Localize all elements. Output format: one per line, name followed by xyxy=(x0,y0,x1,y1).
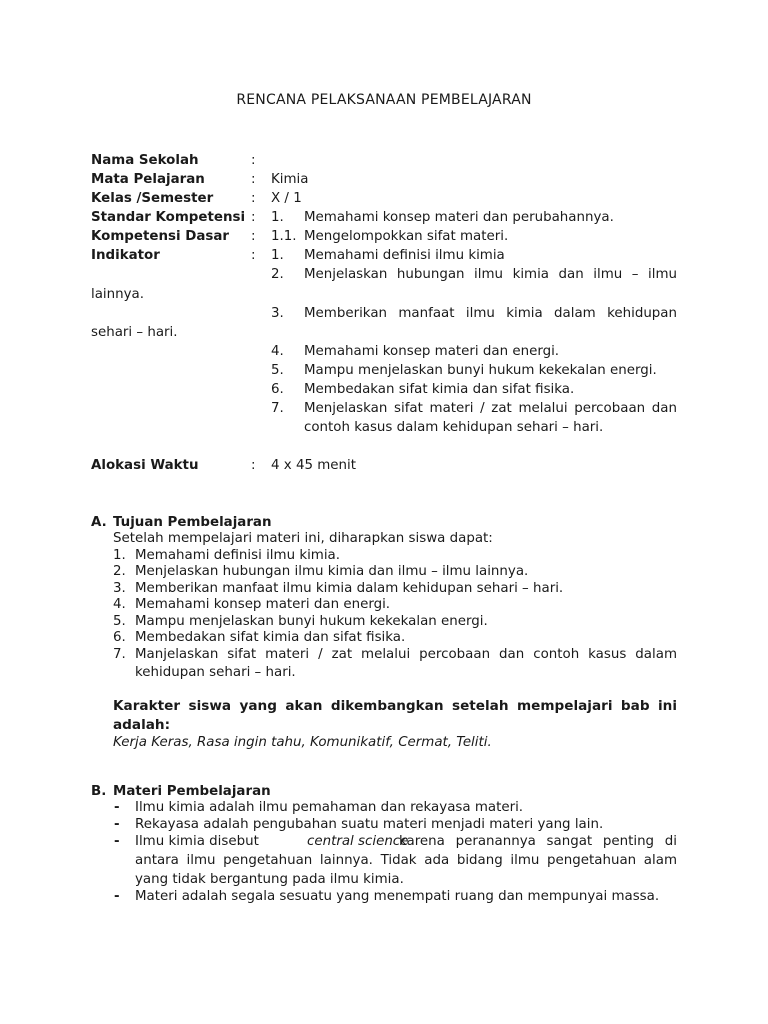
karakter-heading: Karakter siswa yang akan dikembangkan setelah mempelajari bab ini xyxy=(113,698,677,714)
indikator-num: 7. xyxy=(271,401,284,416)
list-item: Memahami konsep materi dan energi. xyxy=(135,597,391,612)
label-standar-kompetensi: Standar Kompetensi xyxy=(91,210,246,225)
materi-item: Rekayasa adalah pengubahan suatu materi menjadi materi yang lain. xyxy=(135,817,604,832)
materi-item-continuation: antara ilmu pengetahuan lainnya. Tidak ada bidang ilmu pengetahuan alam xyxy=(135,853,677,868)
colon: : xyxy=(251,191,256,206)
materi-item-part: Ilmu kimia disebut xyxy=(135,834,259,849)
indikator-item-continuation: contoh kasus dalam kehidupan sehari – hari. xyxy=(304,420,604,435)
section-intro: Setelah mempelajari materi ini, diharapkan siswa dapat: xyxy=(113,531,493,546)
list-item: Memberikan manfaat ilmu kimia dalam kehidupan sehari – hari. xyxy=(135,581,564,596)
section-heading: Tujuan Pembelajaran xyxy=(113,515,272,530)
list-num: 6. xyxy=(113,630,126,645)
indikator-item: Menjelaskan hubungan ilmu kimia dan ilmu – ilmu xyxy=(304,267,677,282)
indikator-item: Memahami definisi ilmu kimia xyxy=(304,248,505,263)
indikator-item: Memberikan manfaat ilmu kimia dalam kehidupan xyxy=(304,306,677,321)
value-kelas-semester: X / 1 xyxy=(271,191,302,206)
page-title: RENCANA PELAKSANAAN PEMBELAJARAN xyxy=(236,92,532,108)
colon: : xyxy=(251,248,256,263)
list-item: Membedakan sifat kimia dan sifat fisika. xyxy=(135,630,406,645)
label-alokasi-waktu: Alokasi Waktu xyxy=(91,458,199,473)
indikator-item: Menjelaskan sifat materi / zat melalui percobaan dan xyxy=(304,401,677,416)
bullet: - xyxy=(114,834,120,849)
materi-item-part: karena peranannya sangat penting di xyxy=(399,834,677,849)
colon: : xyxy=(251,172,256,187)
indikator-num: 5. xyxy=(271,363,284,378)
materi-item-term: central science xyxy=(307,834,409,849)
indikator-num: 4. xyxy=(271,344,284,359)
colon: : xyxy=(251,210,256,225)
materi-item: Materi adalah segala sesuatu yang menempati ruang dan mempunyai massa. xyxy=(135,889,660,904)
label-mata-pelajaran: Mata Pelajaran xyxy=(91,172,205,187)
section-letter: B. xyxy=(91,784,107,799)
list-num: 2. xyxy=(113,564,126,579)
bullet: - xyxy=(114,800,120,815)
colon: : xyxy=(251,153,256,168)
label-kompetensi-dasar: Kompetensi Dasar xyxy=(91,229,229,244)
karakter-heading-continuation: adalah: xyxy=(113,717,171,733)
kd-number: 1.1. xyxy=(271,229,297,244)
colon: : xyxy=(251,458,256,473)
list-item: Menjelaskan hubungan ilmu kimia dan ilmu – ilmu lainnya. xyxy=(135,564,529,579)
colon: : xyxy=(251,229,256,244)
label-indikator: Indikator xyxy=(91,248,160,263)
indikator-item: Mampu menjelaskan bunyi hukum kekekalan energi. xyxy=(304,363,657,378)
indikator-item-continuation: lainnya. xyxy=(91,287,145,302)
list-item: Mampu menjelaskan bunyi hukum kekekalan energi. xyxy=(135,614,488,629)
value-mata-pelajaran: Kimia xyxy=(271,172,309,187)
value-standar-kompetensi: Memahami konsep materi dan perubahannya. xyxy=(304,210,614,225)
indikator-num: 1. xyxy=(271,248,284,263)
indikator-num: 6. xyxy=(271,382,284,397)
section-heading: Materi Pembelajaran xyxy=(113,784,271,799)
karakter-values: Kerja Keras, Rasa ingin tahu, Komunikatif, Cermat, Teliti. xyxy=(113,735,492,750)
materi-item: Ilmu kimia adalah ilmu pemahaman dan rekayasa materi. xyxy=(135,800,524,815)
label-nama-sekolah: Nama Sekolah xyxy=(91,153,199,168)
list-num: 4. xyxy=(113,597,126,612)
bullet: - xyxy=(114,889,120,904)
indikator-item: Memahami konsep materi dan energi. xyxy=(304,344,560,359)
section-letter: A. xyxy=(91,515,107,530)
list-item-continuation: kehidupan sehari – hari. xyxy=(135,665,296,680)
label-kelas-semester: Kelas /Semester xyxy=(91,191,214,206)
sk-number: 1. xyxy=(271,210,284,225)
list-num: 1. xyxy=(113,548,126,563)
materi-item-continuation: yang tidak bergantung pada ilmu kimia. xyxy=(135,872,404,887)
list-item: Memahami definisi ilmu kimia. xyxy=(135,548,341,563)
indikator-item: Membedakan sifat kimia dan sifat fisika. xyxy=(304,382,575,397)
bullet: - xyxy=(114,817,120,832)
value-alokasi-waktu: 4 x 45 menit xyxy=(271,458,356,473)
list-num: 3. xyxy=(113,581,126,596)
list-num: 7. xyxy=(113,647,126,662)
indikator-item-continuation: sehari – hari. xyxy=(91,325,178,340)
list-item: Manjelaskan sifat materi / zat melalui percobaan dan contoh kasus dalam xyxy=(135,647,677,662)
value-kompetensi-dasar: Mengelompokkan sifat materi. xyxy=(304,229,509,244)
list-num: 5. xyxy=(113,614,126,629)
indikator-num: 2. xyxy=(271,267,284,282)
indikator-num: 3. xyxy=(271,306,284,321)
